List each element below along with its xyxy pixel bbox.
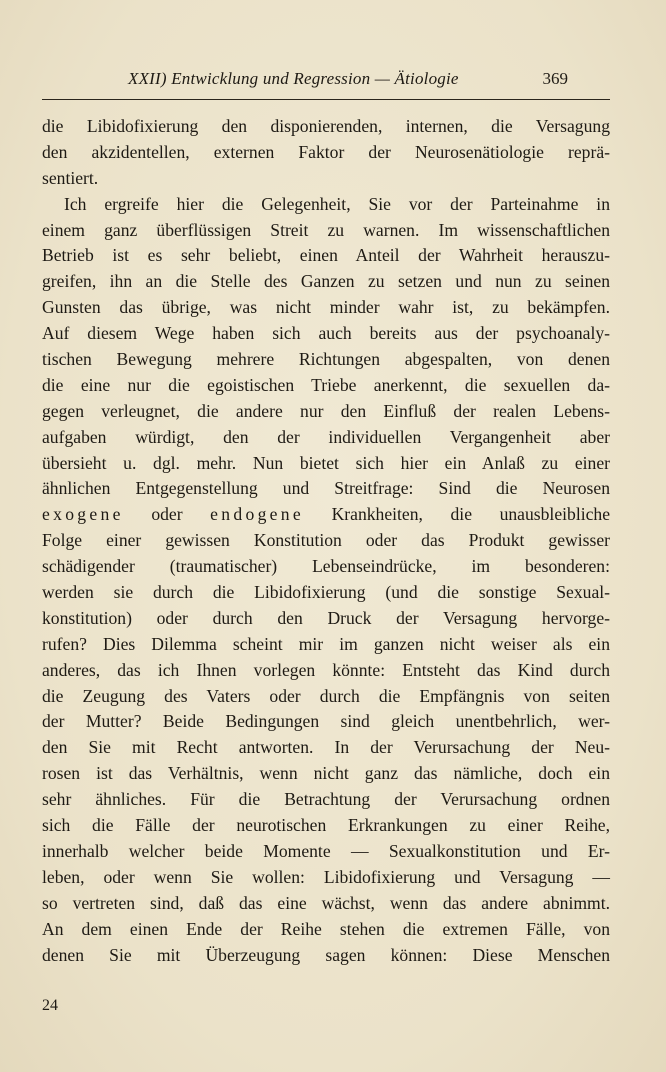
text-line: den Sie mit Recht antworten. In der Verursachung der Neu-: [42, 737, 610, 758]
text-line: Folge einer gewissen Konstitution oder das Produkt gewisser: [42, 530, 610, 551]
word-oder: oder: [151, 504, 183, 525]
running-head: XXII) Entwicklung und Regression — Ätiologie: [128, 69, 459, 88]
spaced-word-exogene: exogene: [42, 504, 124, 525]
text-line: einem ganz überflüssigen Streit zu warnen. Im wissenschaftlichen: [42, 219, 610, 240]
body-text: [42, 114, 610, 968]
text-line: anderes, das ich Ihnen vorlegen könnte: Entsteht das Kind durch: [42, 659, 610, 680]
text-line-spaced: [42, 502, 610, 528]
text-line: Auf diesem Wege haben sich auch bereits aus der psychoanaly-: [42, 323, 610, 344]
spaced-word-endogene: endogene: [210, 504, 304, 525]
text-line: die Libidofixierung den disponierenden, internen, die Versagung: [42, 116, 610, 136]
text-line: werden sie durch die Libidofixierung (und die sonstige Sexual-: [42, 582, 610, 603]
text-line: den akzidentellen, externen Faktor der Neurosenätiologie reprä-: [42, 141, 610, 162]
text-line: An dem einen Ende der Reihe stehen die extremen Fälle, von: [42, 918, 610, 939]
text-line: tischen Bewegung mehrere Richtungen abgespalten, von denen: [42, 349, 610, 370]
text-line: greifen, ihn an die Stelle des Ganzen zu setzen und nun zu seinen: [42, 271, 610, 292]
text-line: die eine nur die egoistischen Triebe anerkennt, die sexuellen da-: [42, 374, 610, 395]
text-line: leben, oder wenn Sie wollen: Libidofixierung und Versagung —: [42, 866, 610, 887]
text-line: aufgaben würdigt, den der individuellen Vergangenheit aber: [42, 426, 610, 447]
text-line: sehr ähnliches. Für die Betrachtung der Verursachung ordnen: [42, 789, 610, 810]
text-line: so vertreten sind, daß das eine wächst, wenn das andere abnimmt.: [42, 892, 610, 913]
header-rule: [42, 99, 610, 100]
text-line: rufen? Dies Dilemma scheint mir im ganzen nicht weiser als ein: [42, 633, 610, 654]
text-line: konstitution) oder durch den Druck der Versagung hervorge-: [42, 607, 610, 628]
text-line: sentiert.: [42, 167, 99, 188]
text-line: Ich ergreife hier die Gelegenheit, Sie vor der Parteinahme in: [64, 193, 610, 214]
text-line: innerhalb welcher beide Momente — Sexualkonstitution und Er-: [42, 840, 610, 861]
page-number: 369: [542, 69, 568, 88]
text-line: der Mutter? Beide Bedingungen sind gleich unentbehrlich, wer-: [42, 711, 610, 732]
text-line: übersieht u. dgl. mehr. Nun bietet sich hier ein Anlaß zu einer: [42, 452, 610, 473]
text-line: Betrieb ist es sehr beliebt, einen Anteil der Wahrheit herauszu-: [42, 245, 610, 266]
text-line: ähnlichen Entgegenstellung und Streitfrage: Sind die Neurosen: [42, 478, 610, 499]
text-line: die Zeugung des Vaters oder durch die Empfängnis von seiten: [42, 685, 610, 706]
text-line: schädigender (traumatischer) Lebenseindrücke, im besonderen:: [42, 556, 610, 577]
text-line: gegen verleugnet, die andere nur den Einfluß der realen Lebens-: [42, 400, 610, 421]
text-line: denen Sie mit Überzeugung sagen können: Diese Menschen: [42, 944, 610, 965]
text-line: sich die Fälle der neurotischen Erkrankungen zu einer Reihe,: [42, 815, 610, 836]
signature-mark: 24: [42, 997, 58, 1014]
line-remainder: Krankheiten, die unausbleibliche: [331, 504, 611, 525]
text-line: rosen ist das Verhältnis, wenn nicht ganz das nämliche, doch ein: [42, 763, 610, 784]
text-line: Gunsten das übrige, was nicht minder wahr ist, zu bekämpfen.: [42, 297, 610, 318]
